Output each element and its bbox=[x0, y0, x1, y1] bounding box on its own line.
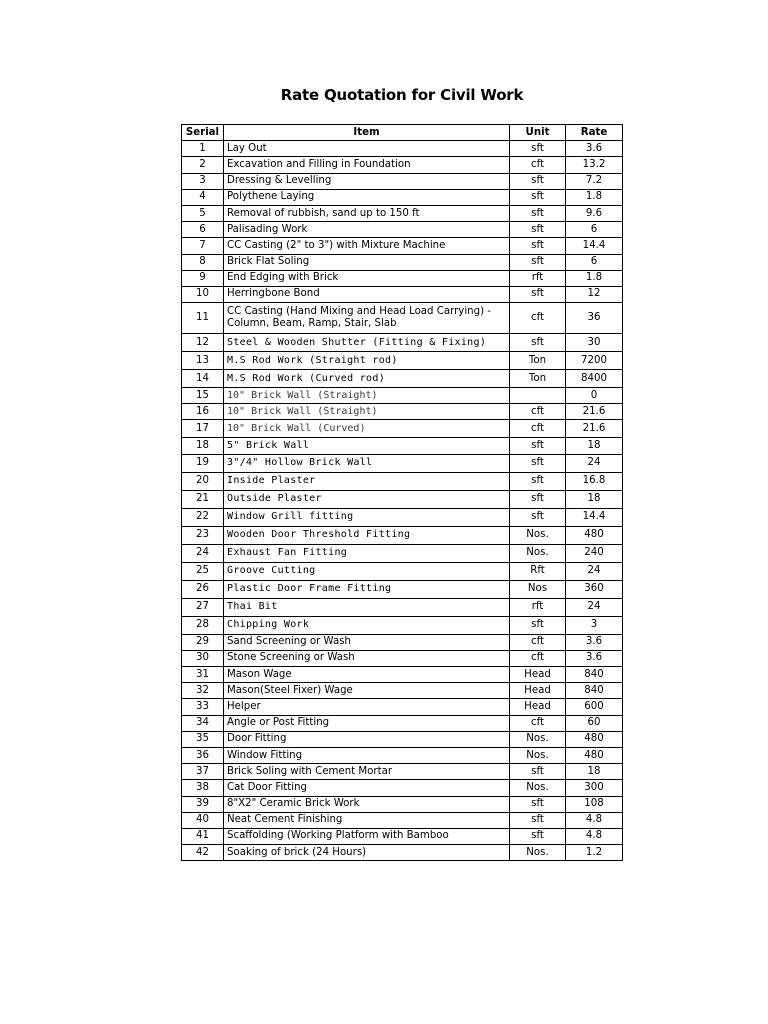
table-header-row bbox=[182, 125, 623, 141]
rate-cell: 6 bbox=[566, 254, 623, 270]
rate-cell: 24 bbox=[566, 562, 623, 580]
table-row bbox=[182, 747, 623, 763]
rate-cell: 3.6 bbox=[566, 650, 623, 666]
table-row bbox=[182, 683, 623, 699]
serial-cell: 8 bbox=[182, 254, 224, 270]
rate-cell: 18 bbox=[566, 490, 623, 508]
rate-cell: 30 bbox=[566, 334, 623, 352]
unit-cell: sft bbox=[510, 286, 566, 302]
item-cell: Brick Soling with Cement Mortar bbox=[224, 764, 510, 780]
serial-cell: 37 bbox=[182, 764, 224, 780]
item-cell: End Edging with Brick bbox=[224, 270, 510, 286]
rate-cell: 3 bbox=[566, 616, 623, 634]
item-cell: Angle or Post Fitting bbox=[224, 715, 510, 731]
serial-cell: 33 bbox=[182, 699, 224, 715]
rate-cell: 8400 bbox=[566, 370, 623, 388]
table-row bbox=[182, 352, 623, 370]
item-cell: Door Fitting bbox=[224, 731, 510, 747]
item-cell: Helper bbox=[224, 699, 510, 715]
table-row bbox=[182, 454, 623, 472]
table-row bbox=[182, 812, 623, 828]
serial-cell: 21 bbox=[182, 490, 224, 508]
unit-cell: cft bbox=[510, 157, 566, 173]
serial-cell: 13 bbox=[182, 352, 224, 370]
item-cell: Palisading Work bbox=[224, 222, 510, 238]
table-row bbox=[182, 286, 623, 302]
table-row bbox=[182, 764, 623, 780]
serial-cell: 32 bbox=[182, 683, 224, 699]
rate-cell: 6 bbox=[566, 222, 623, 238]
item-cell: Window Fitting bbox=[224, 747, 510, 763]
serial-cell: 6 bbox=[182, 222, 224, 238]
item-cell: M.S Rod Work (Straight rod) bbox=[224, 352, 510, 370]
unit-cell: Rft bbox=[510, 562, 566, 580]
table-row bbox=[182, 562, 623, 580]
serial-cell: 40 bbox=[182, 812, 224, 828]
table-row bbox=[182, 205, 623, 221]
rate-cell: 840 bbox=[566, 683, 623, 699]
table-row bbox=[182, 731, 623, 747]
serial-cell: 38 bbox=[182, 780, 224, 796]
rate-cell: 16.8 bbox=[566, 472, 623, 490]
serial-cell: 29 bbox=[182, 634, 224, 650]
serial-cell: 14 bbox=[182, 370, 224, 388]
serial-cell: 26 bbox=[182, 580, 224, 598]
rate-cell: 4.8 bbox=[566, 812, 623, 828]
unit-cell: Nos. bbox=[510, 731, 566, 747]
table-row bbox=[182, 616, 623, 634]
item-cell: Wooden Door Threshold Fitting bbox=[224, 526, 510, 544]
table-row bbox=[182, 334, 623, 352]
unit-cell: sft bbox=[510, 189, 566, 205]
rate-cell: 1.8 bbox=[566, 189, 623, 205]
item-cell: Inside Plaster bbox=[224, 472, 510, 490]
rate-cell: 60 bbox=[566, 715, 623, 731]
item-cell: Mason Wage bbox=[224, 667, 510, 683]
table-row bbox=[182, 780, 623, 796]
table-row bbox=[182, 222, 623, 238]
rate-cell: 7200 bbox=[566, 352, 623, 370]
rate-cell: 600 bbox=[566, 699, 623, 715]
table-row bbox=[182, 715, 623, 731]
table-row bbox=[182, 370, 623, 388]
serial-cell: 42 bbox=[182, 845, 224, 861]
unit-cell: sft bbox=[510, 222, 566, 238]
item-cell: M.S Rod Work (Curved rod) bbox=[224, 370, 510, 388]
unit-cell: sft bbox=[510, 205, 566, 221]
item-cell: Brick Flat Soling bbox=[224, 254, 510, 270]
unit-cell: Head bbox=[510, 683, 566, 699]
item-cell: Groove Cutting bbox=[224, 562, 510, 580]
rate-cell: 3.6 bbox=[566, 141, 623, 157]
rate-cell: 24 bbox=[566, 598, 623, 616]
item-cell: Excavation and Filling in Foundation bbox=[224, 157, 510, 173]
rate-cell: 1.2 bbox=[566, 845, 623, 861]
item-cell: Thai Bit bbox=[224, 598, 510, 616]
serial-cell: 17 bbox=[182, 420, 224, 438]
item-cell: Stone Screening or Wash bbox=[224, 650, 510, 666]
unit-cell: Nos. bbox=[510, 747, 566, 763]
table-row bbox=[182, 598, 623, 616]
table-row bbox=[182, 580, 623, 598]
table-row bbox=[182, 508, 623, 526]
unit-cell: Ton bbox=[510, 352, 566, 370]
rate-cell: 24 bbox=[566, 454, 623, 472]
unit-cell: Nos. bbox=[510, 780, 566, 796]
table-row bbox=[182, 189, 623, 205]
table-row bbox=[182, 141, 623, 157]
table-row bbox=[182, 472, 623, 490]
item-cell: Outside Plaster bbox=[224, 490, 510, 508]
rate-cell: 108 bbox=[566, 796, 623, 812]
rate-cell: 300 bbox=[566, 780, 623, 796]
table-row bbox=[182, 650, 623, 666]
serial-cell: 12 bbox=[182, 334, 224, 352]
unit-cell: sft bbox=[510, 254, 566, 270]
rate-cell: 240 bbox=[566, 544, 623, 562]
serial-cell: 5 bbox=[182, 205, 224, 221]
serial-cell: 20 bbox=[182, 472, 224, 490]
serial-cell: 3 bbox=[182, 173, 224, 189]
serial-cell: 31 bbox=[182, 667, 224, 683]
rate-cell: 13.2 bbox=[566, 157, 623, 173]
table-row bbox=[182, 796, 623, 812]
item-cell: 10" Brick Wall (Curved) bbox=[224, 420, 510, 438]
serial-cell: 23 bbox=[182, 526, 224, 544]
serial-cell: 1 bbox=[182, 141, 224, 157]
serial-cell: 18 bbox=[182, 438, 224, 454]
unit-cell: Nos. bbox=[510, 544, 566, 562]
table-row bbox=[182, 667, 623, 683]
rate-cell: 14.4 bbox=[566, 238, 623, 254]
rate-cell: 0 bbox=[566, 388, 623, 404]
serial-cell: 30 bbox=[182, 650, 224, 666]
table-row bbox=[182, 699, 623, 715]
rate-cell: 18 bbox=[566, 764, 623, 780]
unit-cell bbox=[510, 388, 566, 404]
unit-cell: sft bbox=[510, 173, 566, 189]
serial-cell: 36 bbox=[182, 747, 224, 763]
rate-cell: 480 bbox=[566, 747, 623, 763]
table-row bbox=[182, 490, 623, 508]
rate-cell: 9.6 bbox=[566, 205, 623, 221]
header-unit: Unit bbox=[510, 125, 566, 141]
item-cell: 5" Brick Wall bbox=[224, 438, 510, 454]
header-rate: Rate bbox=[566, 125, 623, 141]
item-cell: Scaffolding (Working Platform with Bamboo bbox=[224, 828, 510, 844]
unit-cell: sft bbox=[510, 508, 566, 526]
rate-cell: 1.8 bbox=[566, 270, 623, 286]
item-cell: Plastic Door Frame Fitting bbox=[224, 580, 510, 598]
unit-cell: sft bbox=[510, 490, 566, 508]
item-cell: 10" Brick Wall (Straight) bbox=[224, 388, 510, 404]
unit-cell: sft bbox=[510, 812, 566, 828]
item-cell: Exhaust Fan Fitting bbox=[224, 544, 510, 562]
unit-cell: rft bbox=[510, 598, 566, 616]
rate-cell: 21.6 bbox=[566, 404, 623, 420]
unit-cell: Nos. bbox=[510, 845, 566, 861]
table-row bbox=[182, 238, 623, 254]
header-serial: Serial bbox=[182, 125, 224, 141]
item-cell: Sand Screening or Wash bbox=[224, 634, 510, 650]
rate-cell: 21.6 bbox=[566, 420, 623, 438]
serial-cell: 24 bbox=[182, 544, 224, 562]
serial-cell: 27 bbox=[182, 598, 224, 616]
table-row bbox=[182, 157, 623, 173]
unit-cell: Nos. bbox=[510, 526, 566, 544]
unit-cell: sft bbox=[510, 438, 566, 454]
item-cell: Chipping Work bbox=[224, 616, 510, 634]
unit-cell: sft bbox=[510, 796, 566, 812]
rate-cell: 14.4 bbox=[566, 508, 623, 526]
item-cell: 3"/4" Hollow Brick Wall bbox=[224, 454, 510, 472]
table-row bbox=[182, 438, 623, 454]
item-cell: Polythene Laying bbox=[224, 189, 510, 205]
serial-cell: 39 bbox=[182, 796, 224, 812]
table-row bbox=[182, 254, 623, 270]
unit-cell: cft bbox=[510, 634, 566, 650]
unit-cell: sft bbox=[510, 454, 566, 472]
item-cell: Mason(Steel Fixer) Wage bbox=[224, 683, 510, 699]
serial-cell: 28 bbox=[182, 616, 224, 634]
serial-cell: 16 bbox=[182, 404, 224, 420]
item-cell: CC Casting (2" to 3") with Mixture Machine bbox=[224, 238, 510, 254]
table-row bbox=[182, 303, 623, 334]
unit-cell: sft bbox=[510, 141, 566, 157]
item-cell: Cat Door Fitting bbox=[224, 780, 510, 796]
item-cell: Herringbone Bond bbox=[224, 286, 510, 302]
unit-cell: sft bbox=[510, 472, 566, 490]
unit-cell: cft bbox=[510, 420, 566, 438]
serial-cell: 4 bbox=[182, 189, 224, 205]
unit-cell: rft bbox=[510, 270, 566, 286]
rate-cell: 18 bbox=[566, 438, 623, 454]
unit-cell: Head bbox=[510, 667, 566, 683]
unit-cell: sft bbox=[510, 616, 566, 634]
rate-cell: 360 bbox=[566, 580, 623, 598]
table-row bbox=[182, 270, 623, 286]
serial-cell: 2 bbox=[182, 157, 224, 173]
item-cell: 10" Brick Wall (Straight) bbox=[224, 404, 510, 420]
rate-table bbox=[181, 124, 623, 861]
unit-cell: Nos bbox=[510, 580, 566, 598]
serial-cell: 25 bbox=[182, 562, 224, 580]
item-cell: Window Grill fitting bbox=[224, 508, 510, 526]
item-cell: Steel & Wooden Shutter (Fitting & Fixing) bbox=[224, 334, 510, 352]
table-row bbox=[182, 526, 623, 544]
rate-cell: 480 bbox=[566, 526, 623, 544]
table-row bbox=[182, 420, 623, 438]
table-row bbox=[182, 845, 623, 861]
table-row bbox=[182, 828, 623, 844]
unit-cell: cft bbox=[510, 650, 566, 666]
item-cell: 8"X2" Ceramic Brick Work bbox=[224, 796, 510, 812]
serial-cell: 35 bbox=[182, 731, 224, 747]
serial-cell: 11 bbox=[182, 303, 224, 334]
serial-cell: 9 bbox=[182, 270, 224, 286]
header-item: Item bbox=[224, 125, 510, 141]
item-cell: Dressing & Levelling bbox=[224, 173, 510, 189]
document-title: Rate Quotation for Civil Work bbox=[280, 86, 524, 104]
unit-cell: sft bbox=[510, 238, 566, 254]
unit-cell: cft bbox=[510, 715, 566, 731]
unit-cell: cft bbox=[510, 404, 566, 420]
rate-cell: 840 bbox=[566, 667, 623, 683]
item-cell: Lay Out bbox=[224, 141, 510, 157]
item-cell: CC Casting (Hand Mixing and Head Load Carrying) - Column, Beam, Ramp, Stair, Slab bbox=[224, 303, 510, 334]
table-row bbox=[182, 404, 623, 420]
rate-cell: 12 bbox=[566, 286, 623, 302]
table-row bbox=[182, 173, 623, 189]
serial-cell: 22 bbox=[182, 508, 224, 526]
rate-cell: 36 bbox=[566, 303, 623, 334]
rate-cell: 3.6 bbox=[566, 634, 623, 650]
serial-cell: 34 bbox=[182, 715, 224, 731]
item-cell: Neat Cement Finishing bbox=[224, 812, 510, 828]
unit-cell: sft bbox=[510, 334, 566, 352]
unit-cell: Ton bbox=[510, 370, 566, 388]
serial-cell: 10 bbox=[182, 286, 224, 302]
unit-cell: sft bbox=[510, 828, 566, 844]
rate-cell: 4.8 bbox=[566, 828, 623, 844]
item-cell: Soaking of brick (24 Hours) bbox=[224, 845, 510, 861]
unit-cell: sft bbox=[510, 764, 566, 780]
rate-cell: 7.2 bbox=[566, 173, 623, 189]
table-row bbox=[182, 544, 623, 562]
rate-cell: 480 bbox=[566, 731, 623, 747]
serial-cell: 15 bbox=[182, 388, 224, 404]
serial-cell: 41 bbox=[182, 828, 224, 844]
unit-cell: Head bbox=[510, 699, 566, 715]
table-body bbox=[182, 141, 623, 861]
table-row bbox=[182, 388, 623, 404]
serial-cell: 7 bbox=[182, 238, 224, 254]
unit-cell: cft bbox=[510, 303, 566, 334]
table-row bbox=[182, 634, 623, 650]
serial-cell: 19 bbox=[182, 454, 224, 472]
item-cell: Removal of rubbish, sand up to 150 ft bbox=[224, 205, 510, 221]
